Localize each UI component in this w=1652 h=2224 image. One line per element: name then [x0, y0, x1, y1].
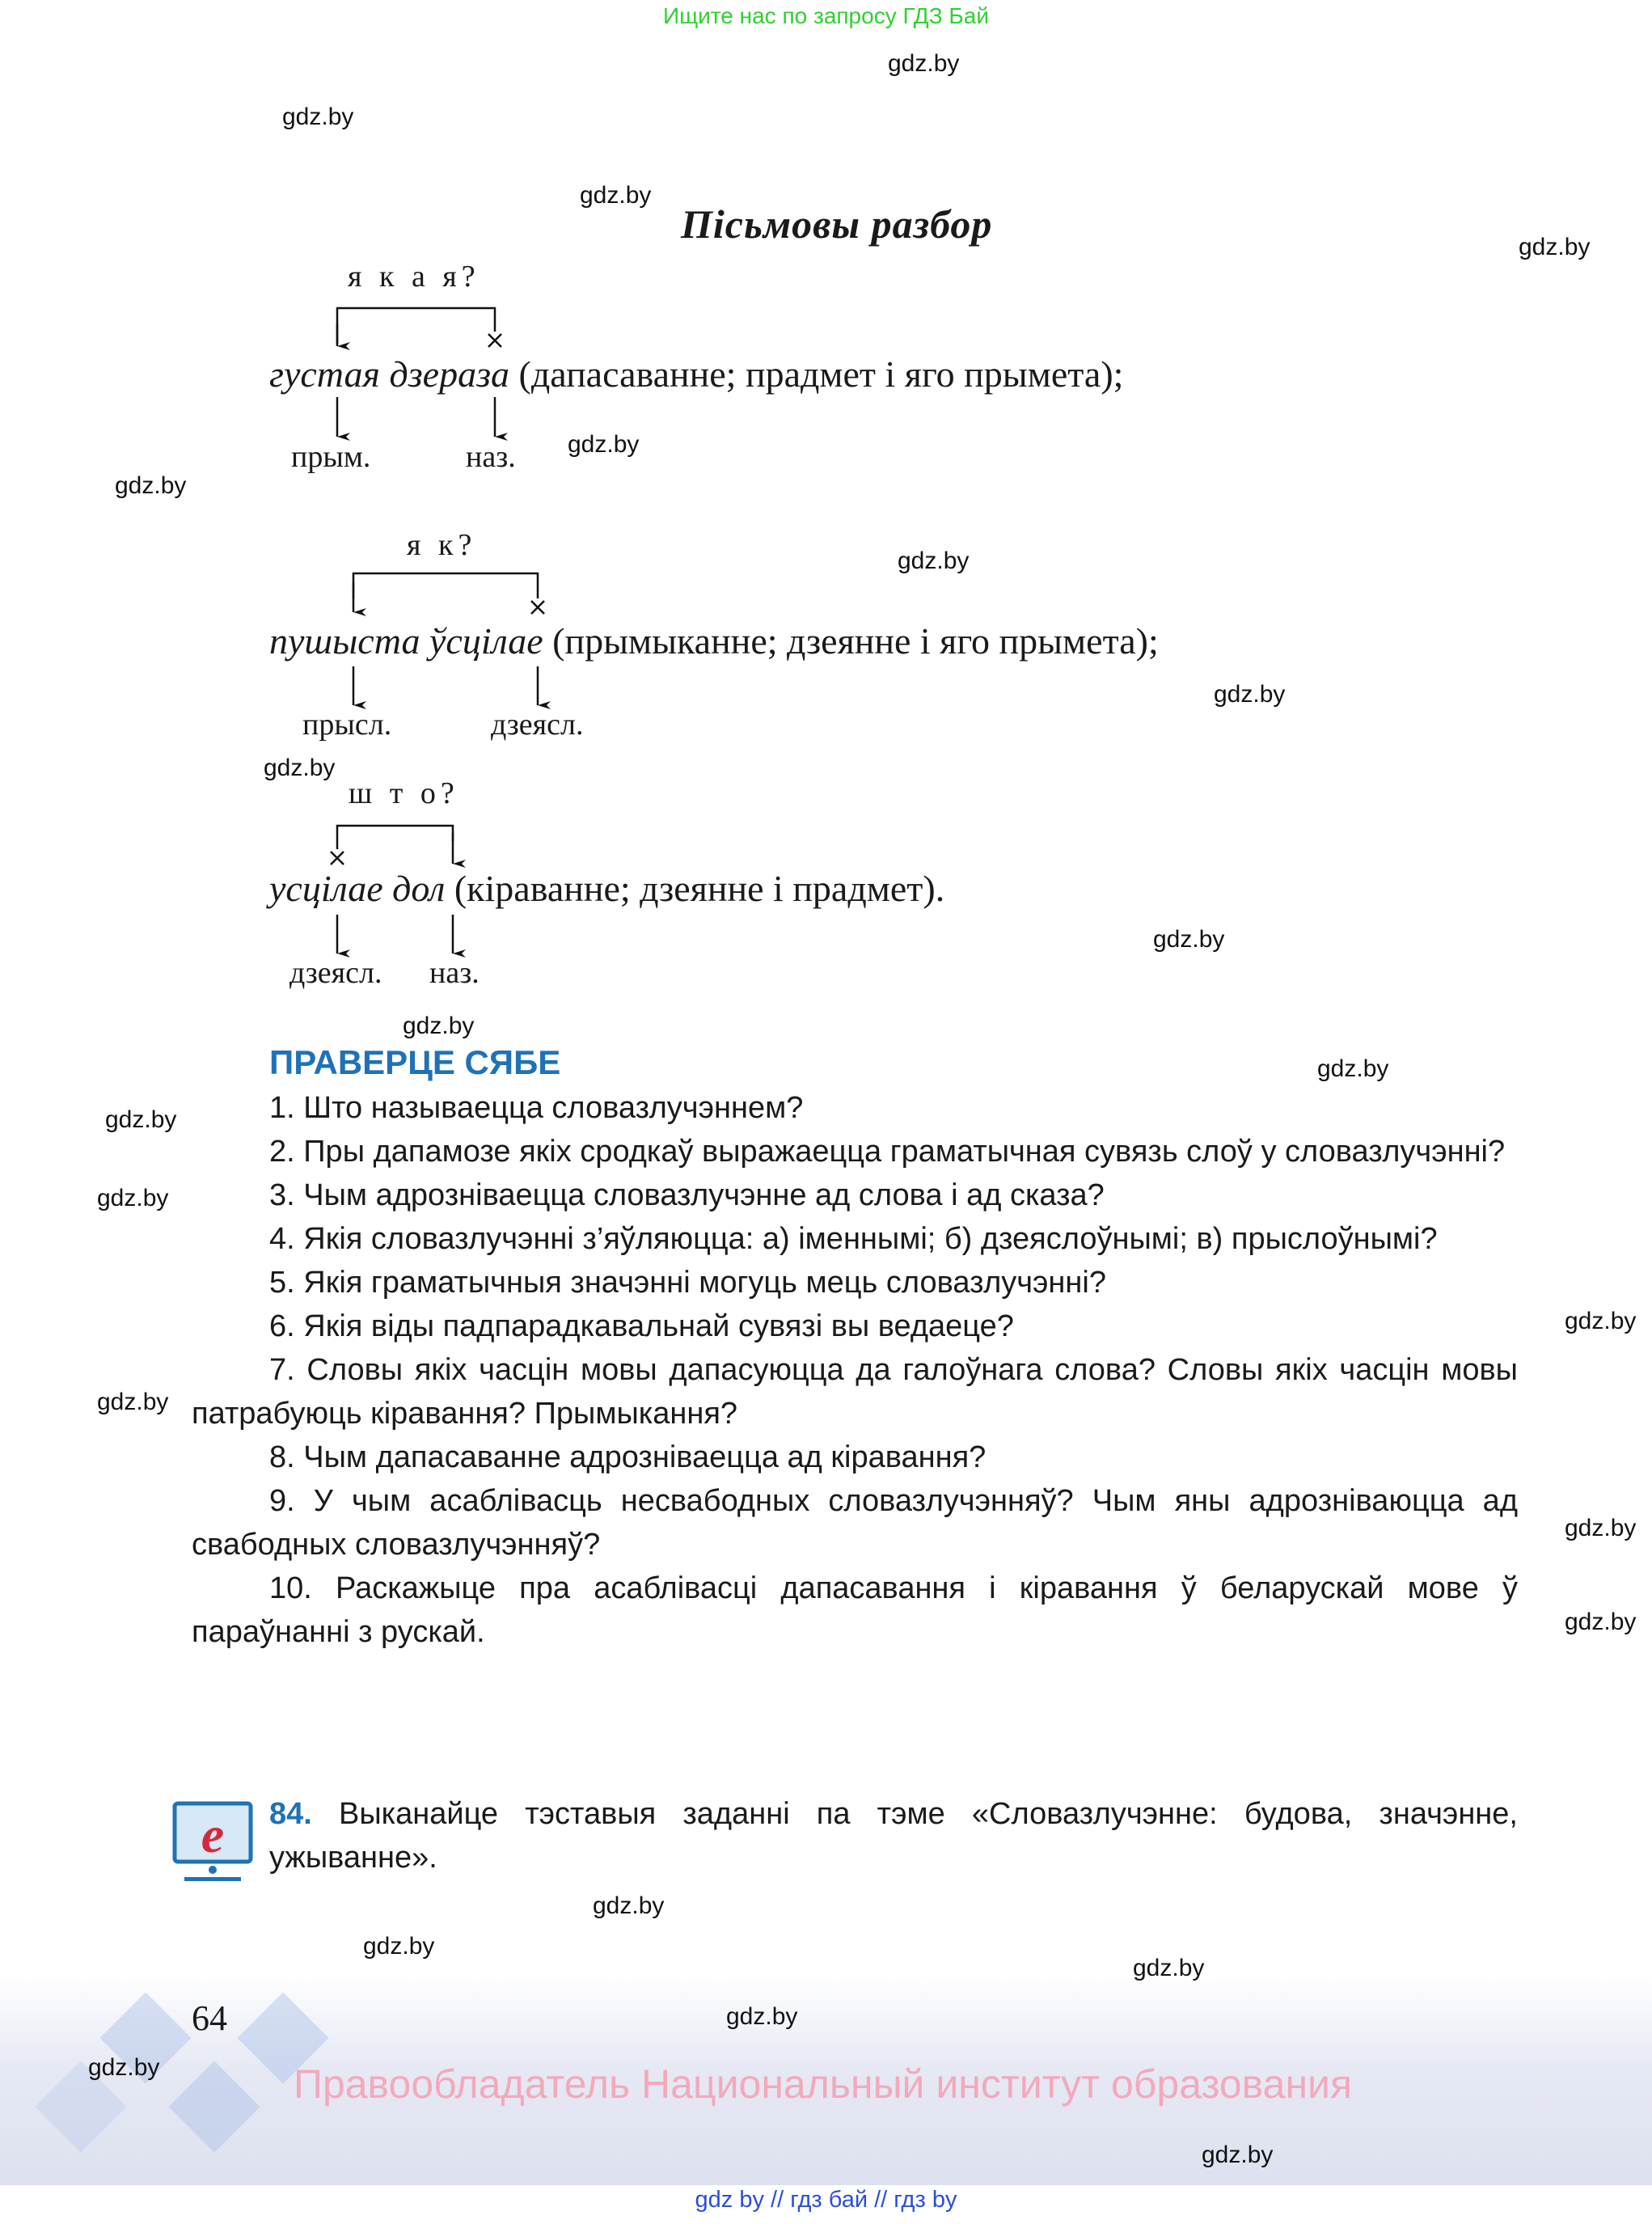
icon-letter: e [201, 1806, 225, 1863]
parse-question: я к а я? [348, 260, 480, 294]
watermark-text: gdz.by [888, 50, 960, 77]
watermark-text: gdz.by [1133, 1955, 1205, 1981]
check-yourself-heading: ПРАВЕРЦЕ СЯБЕ [269, 1043, 561, 1081]
question-item: 5. Якія граматычныя значэнні могуць мець словазлучэнні? [269, 1266, 1106, 1300]
watermark-text: gdz.by [115, 472, 187, 499]
cross-mark [331, 852, 344, 865]
phrase: густая дзераза [269, 353, 510, 395]
parse-label: наз. [429, 956, 480, 990]
watermark-text: gdz.by [264, 755, 336, 781]
question-item: 4. Якія словазлучэнні з’яўляюцца: а) іменнымі; б) дзеяслоўнымі; в) прыслоўнымі? [269, 1222, 1438, 1256]
parse-desc: (прымыканне; дзеянне і яго прымета); [543, 620, 1159, 662]
question-item: 10. Раскажыце пра асаблівасці дапасавання і кіравання ў беларускай мове ў параўнанні з рускай. [192, 1571, 1518, 1649]
watermark-text: gdz.by [1565, 1308, 1637, 1334]
question-item: 6. Якія віды падпарадкавальнай сувязі вы ведаеце? [269, 1309, 1014, 1343]
watermark-text: gdz.by [97, 1185, 169, 1211]
watermark-text: gdz.by [363, 1933, 435, 1960]
parse-label: дзеясл. [289, 956, 382, 990]
phrase: пушыста ўсцілае [269, 620, 543, 662]
parse-label: прысл. [302, 708, 392, 742]
parse-desc: (кіраванне; дзеянне і прадмет). [445, 868, 945, 909]
watermark-text: gdz.by [1214, 681, 1286, 708]
parse-label: дзеясл. [491, 708, 584, 742]
question-list [192, 1086, 1518, 1654]
section-title: Пісьмовы разбор [681, 201, 993, 247]
watermark-text: gdz.by [282, 104, 354, 130]
search-hint: Ищите нас по запросу ГДЗ Бай [662, 3, 990, 28]
decor-diamond [168, 2061, 260, 2152]
watermark-text: gdz.by [593, 1892, 665, 1919]
bracket-2 [353, 573, 538, 598]
parse-question: я к? [407, 528, 477, 562]
copyright-notice: Правообладатель Национальный институт образования [294, 2061, 1353, 2107]
watermark-text: gdz.by [1519, 234, 1591, 260]
question-item: 7. Словы якіх часцін мовы дапасуюцца да галоўнага слова? Словы якіх часцін мовы патрабуюць кіравання? Прымыкання? [192, 1353, 1518, 1431]
watermark-text: gdz.by [726, 2003, 798, 2030]
e-learning-icon [171, 1800, 254, 1883]
exercise-84 [269, 1792, 1518, 1879]
parse-line [269, 353, 1123, 395]
watermark-text: gdz.by [1153, 926, 1225, 953]
watermark-text: gdz.by [105, 1106, 177, 1133]
question-item: 2. Пры дапамозе якіх сродкаў выражаецца граматычная сувязь слоў у словазлучэнні? [269, 1135, 1506, 1169]
watermark-text: gdz.by [580, 182, 652, 209]
bracket-1 [337, 308, 495, 345]
cross-mark [531, 601, 544, 614]
parse-question: ш т о? [349, 776, 459, 810]
watermark-text: gdz.by [97, 1389, 169, 1415]
page-number: 64 [192, 1998, 227, 2038]
watermark-text: gdz.by [88, 2054, 160, 2081]
bracket-3 [337, 826, 453, 849]
exercise-number: 84. [269, 1797, 312, 1831]
watermark-text: gdz.by [1317, 1055, 1389, 1082]
watermark-text: gdz.by [1202, 2142, 1274, 2168]
watermark-text: gdz.by [1565, 1515, 1637, 1541]
question-item: 3. Чым адрозніваецца словазлучэнне ад слова і ад сказа? [269, 1178, 1105, 1212]
parse-desc: (дапасаванне; прадмет і яго прымета); [509, 353, 1124, 395]
exercise-text: Выканайце тэставыя заданні па тэме «Словазлучэнне: будова, значэнне, ужыванне». [269, 1797, 1518, 1875]
parse-line [269, 867, 944, 910]
parse-label: наз. [466, 440, 516, 474]
phrase: усцілае дол [269, 868, 446, 909]
watermark-text: gdz.by [1565, 1609, 1637, 1635]
watermark-text: gdz.by [898, 548, 970, 574]
question-item: 8. Чым дапасаванне адрозніваецца ад кіравання? [269, 1440, 987, 1474]
watermark-text: gdz.by [403, 1013, 475, 1039]
cross-mark [488, 334, 501, 347]
question-item: 1. Што называецца словазлучэннем? [269, 1091, 804, 1125]
footer-links[interactable]: gdz by // гдз бай // гдз by [695, 2187, 957, 2213]
parse-label: прым. [291, 440, 371, 474]
question-item: 9. У чым асаблівасць несвабодных словазлучэнняў? Чым яны адрозніваюцца ад свабодных словазлучэнняў? [192, 1484, 1518, 1562]
parse-line [269, 619, 1159, 662]
watermark-text: gdz.by [568, 431, 640, 458]
